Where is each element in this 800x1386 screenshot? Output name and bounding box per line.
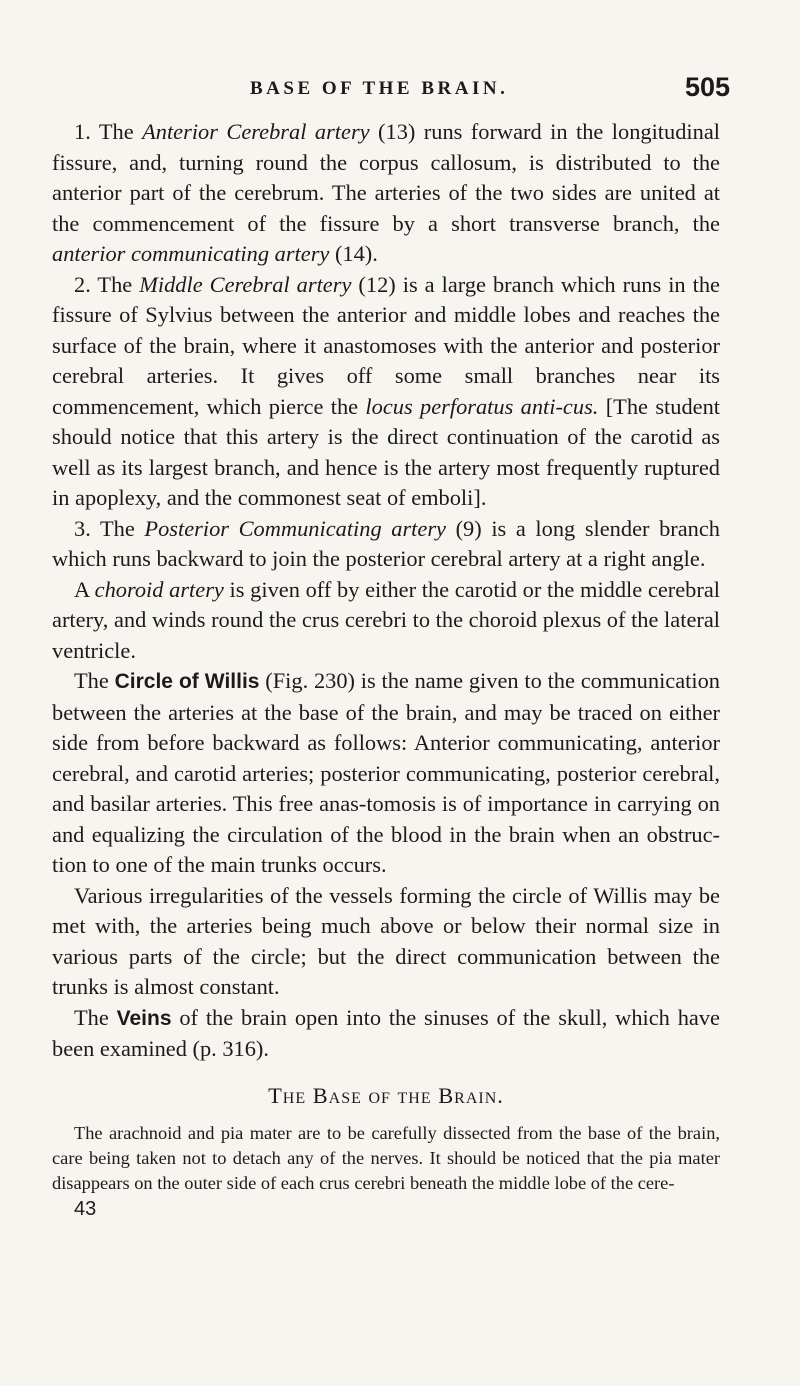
paragraph-irregularities: Various irregularities of the vessels forming the circle of Willis may be met with, the arteries being much above or below their normal size in various parts of the circle; but the direct communication between the trunks is almost constant. [52,882,720,999]
term-posterior-communicating-artery: Posterior Communicating artery [144,515,446,541]
text-run: (Fig. 230) is the name given to the communication between the arteries at the base of the brain, and may be traced on either side from before backward as follows: Anterior communicating, anterior cerebral, and carotid arteries; posterior communicating, posterior cerebral, and basilar arteries. This free anas-tomosis is of importance in carrying on and equalizing the circulation of the blood in the brain when an obstruc-tion to one of the main trunks occurs. [52,668,720,877]
running-title: BASE OF THE BRAIN. [250,78,509,99]
text-run: The [74,668,115,693]
paragraph-anterior-cerebral [52,117,720,270]
text-run: 2. The [74,271,140,297]
paragraph-choroid-artery [52,575,720,667]
text-run: (12) is a large branch which runs in the fissure of Sylvius between the anterior and middle lobes and reaches the surface of the brain, where it anastomoses with the anterior and posterior cerebral arteries. It gives off some small branches near its commencement, which pierce the [52,271,720,419]
text-run: 3. The [74,515,145,541]
running-head [64,72,730,104]
paragraph-veins [52,1003,720,1065]
paragraph-middle-cerebral [52,270,720,514]
term-anterior-cerebral-artery: Anterior Cerebral artery [142,119,370,144]
text-run: (14). [329,241,378,266]
text-run: [The student should notice that this artery is the direct continuation of the carotid as well as its largest branch, and hence is the artery most frequently ruptured in apoplexy, and the commonest seat of emboli]. [52,393,720,510]
section-body [52,1121,720,1196]
text-run: is given off by either the carotid or the middle cerebral artery, and winds round the crus cerebri to the choroid plexus of the lateral ventricle. [52,576,720,663]
paragraph-arachnoid: The arachnoid and pia mater are to be carefully dissected from the base of the brain, care being taken not to detach any of the nerves. It should be noticed that the pia mater disappears on the outer side of each crus cerebri beneath the middle lobe of the cere- [52,1123,720,1193]
text-run: (9) is a long slender branch which runs backward to join the posterior cerebral artery at a right angle. [52,515,720,571]
paragraph-posterior-communicating [52,514,720,575]
text-run: The [74,1004,117,1030]
body-text [52,117,720,1222]
term-veins: Veins [116,1006,172,1030]
text-run: A [74,576,95,602]
text-run: 1. The [74,119,143,144]
paragraph-circle-of-willis [52,666,720,881]
section-heading: The Base of the Brain. [268,1082,504,1108]
term-middle-cerebral-artery: Middle Cerebral artery [139,271,352,297]
term-choroid-artery: choroid artery [94,576,224,602]
term-circle-of-willis: Circle of Willis [114,670,260,693]
page-number: 505 [684,72,730,102]
term-anterior-communicating-artery: anterior communicating artery [52,241,330,266]
text-run: of the brain open into the sinuses of the skull, which have been examined (p. 316). [52,1004,720,1061]
term-locus-perforatus: locus perforatus anti-cus. [365,393,599,419]
signature-mark: 43 [74,1198,97,1220]
text-run: (13) runs forward in the longitudinal fissure, and, turning round the corpus callosum, is distributed to the anterior part of the cerebrum. The arteries of the two sides are united at the commencement of the fissure by a short transverse branch, the [52,119,720,236]
